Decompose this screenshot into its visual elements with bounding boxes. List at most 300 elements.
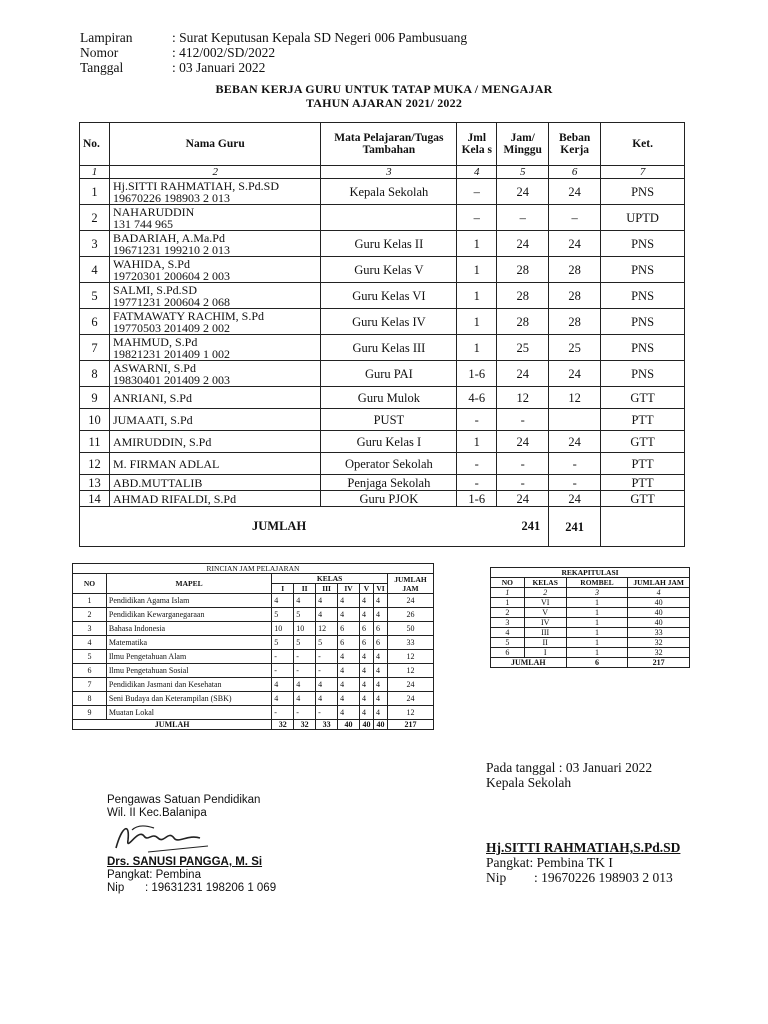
lesson-hours-cell: 6 xyxy=(338,622,360,636)
recap-row xyxy=(491,628,690,638)
teacher-row xyxy=(80,453,685,475)
teacher-no: 9 xyxy=(80,387,110,409)
teacher-subject: Guru PJOK xyxy=(321,491,457,507)
teacher-classes: 1-6 xyxy=(457,361,497,387)
teacher-row xyxy=(80,387,685,409)
header-row-lampiran xyxy=(80,30,467,45)
lesson-total-hours: 12 xyxy=(387,706,433,720)
lesson-no: 7 xyxy=(73,678,107,692)
title-line-2: TAHUN AJARAN 2021/ 2022 xyxy=(305,96,463,110)
lesson-total-label: JUMLAH xyxy=(73,720,272,730)
recap-no: 2 xyxy=(491,608,525,618)
teacher-name-cell xyxy=(109,453,321,475)
teacher-status: GTT xyxy=(601,491,685,507)
lesson-no: 8 xyxy=(73,692,107,706)
col-header-no: No. xyxy=(80,123,110,166)
lesson-total-cell: 32 xyxy=(272,720,294,730)
lesson-hours-cell: 4 xyxy=(338,664,360,678)
teacher-row xyxy=(80,335,685,361)
signing-role: Kepala Sekolah xyxy=(486,775,572,790)
lesson-hours-cell: - xyxy=(272,706,294,720)
recap-rombel: 1 xyxy=(566,628,628,638)
teacher-row xyxy=(80,179,685,205)
supervisor-signature-block xyxy=(107,856,276,895)
index-cell: 5 xyxy=(497,166,549,179)
lesson-hours-cell: 4 xyxy=(374,706,388,720)
supervisor-name: Drs. SANUSI PANGGA, M. Si xyxy=(107,856,263,868)
teacher-nip: 19670226 198903 2 013 xyxy=(112,190,230,205)
teacher-status: GTT xyxy=(601,387,685,409)
lesson-subject: Bahasa Indonesia xyxy=(106,622,271,636)
teacher-name: WAHIDA, S.Pd xyxy=(112,256,190,271)
teacher-load: 12 xyxy=(549,387,601,409)
teacher-load xyxy=(549,409,601,431)
recap-kelas: V xyxy=(524,608,566,618)
lesson-subject: Pendidikan Agama Islam xyxy=(106,594,271,608)
recap-col-kelas: KELAS xyxy=(524,578,566,588)
teacher-hours: 24 xyxy=(497,231,549,257)
lesson-hours-cell: 4 xyxy=(294,692,316,706)
lesson-row xyxy=(73,608,434,622)
recap-col-rombel: ROMBEL xyxy=(566,578,628,588)
lesson-hours-cell: 5 xyxy=(272,636,294,650)
total-label xyxy=(80,507,549,547)
lesson-total-hours: 50 xyxy=(387,622,433,636)
teacher-name-cell xyxy=(109,257,321,283)
lesson-hours-cell: 4 xyxy=(294,678,316,692)
teacher-classes: 1 xyxy=(457,431,497,453)
teacher-name-cell xyxy=(109,335,321,361)
recap-row xyxy=(491,608,690,618)
col-header-mapel: Mata Pelajaran/Tugas Tambahan xyxy=(321,123,457,166)
lesson-no: 3 xyxy=(73,622,107,636)
teacher-status: PTT xyxy=(601,409,685,431)
teacher-load: 24 xyxy=(549,361,601,387)
teacher-hours: 24 xyxy=(497,491,549,507)
lesson-total-cell: 40 xyxy=(338,720,360,730)
teacher-hours: - xyxy=(497,453,549,475)
header-value: : Surat Keputusan Kepala SD Negeri 006 Pambusuang xyxy=(172,30,468,45)
teacher-subject: Guru PAI xyxy=(321,361,457,387)
header-row-tanggal xyxy=(80,60,467,75)
teacher-subject: Guru Kelas VI xyxy=(321,283,457,309)
teacher-status: PTT xyxy=(601,475,685,491)
lesson-col-kelas: KELAS xyxy=(272,574,388,584)
lesson-total-row xyxy=(73,720,434,730)
lesson-subject: Pendidikan Kewarganegaraan xyxy=(106,608,271,622)
lesson-hours-cell: 4 xyxy=(316,594,338,608)
lesson-total-cell: 40 xyxy=(374,720,388,730)
lesson-row xyxy=(73,650,434,664)
lesson-row xyxy=(73,594,434,608)
lesson-total-hours: 26 xyxy=(387,608,433,622)
index-cell: 3 xyxy=(321,166,457,179)
lesson-kelas-i: I xyxy=(272,584,294,594)
lesson-kelas-vi: VI xyxy=(374,584,388,594)
recap-no: 1 xyxy=(491,598,525,608)
lesson-hours-cell: 4 xyxy=(360,608,374,622)
recap-col-no: NO xyxy=(491,578,525,588)
principal-nip: : 19670226 198903 2 013 xyxy=(534,870,673,885)
lesson-row xyxy=(73,622,434,636)
principal-nip-row xyxy=(486,870,680,885)
lesson-no: 4 xyxy=(73,636,107,650)
title-line-1: BEBAN KERJA GURU UNTUK TATAP MUKA / MENGAJAR xyxy=(215,82,553,96)
total-row xyxy=(80,507,685,547)
lesson-subject: Muatan Lokal xyxy=(106,706,271,720)
lesson-no: 2 xyxy=(73,608,107,622)
teacher-name: JUMAATI, S.Pd xyxy=(112,412,193,427)
index-cell: 4 xyxy=(457,166,497,179)
lesson-total-jumlah: 217 xyxy=(387,720,433,730)
teacher-no: 1 xyxy=(80,179,110,205)
recap-row xyxy=(491,618,690,628)
total-beban: 241 xyxy=(549,507,601,547)
recap-total-jam: 217 xyxy=(628,658,690,668)
teacher-name: Hj.SITTI RAHMATIAH, S.Pd.SD xyxy=(112,178,279,193)
lesson-hours-cell: - xyxy=(294,650,316,664)
col-header-ket: Ket. xyxy=(601,123,685,166)
supervisor-nip: : 19631231 198206 1 069 xyxy=(145,882,277,894)
teacher-name: AMIRUDDIN, S.Pd xyxy=(112,434,212,449)
col-header-beban: Beban Kerja xyxy=(549,123,601,166)
recap-rombel: 1 xyxy=(566,618,628,628)
teacher-name-cell xyxy=(109,431,321,453)
lesson-subject: Pendidikan Jasmani dan Kesehatan xyxy=(106,678,271,692)
header-value: : 412/002/SD/2022 xyxy=(172,45,276,60)
teacher-name-cell xyxy=(109,491,321,507)
lesson-hours-cell: 4 xyxy=(316,608,338,622)
lesson-hours-cell: 4 xyxy=(360,650,374,664)
teacher-nip: 19720301 200604 2 003 xyxy=(112,268,230,283)
teacher-name: ASWARNI, S.Pd xyxy=(112,360,196,375)
lesson-hours-cell: 4 xyxy=(338,706,360,720)
teacher-row xyxy=(80,283,685,309)
teacher-name: BADARIAH, A.Ma.Pd xyxy=(112,230,225,245)
teacher-status: PNS xyxy=(601,283,685,309)
recap-table xyxy=(490,567,690,668)
lesson-hours-cell: 4 xyxy=(374,594,388,608)
teacher-classes: - xyxy=(457,475,497,491)
teacher-name: MAHMUD, S.Pd xyxy=(112,334,198,349)
recap-title: REKAPITULASI xyxy=(491,568,690,578)
teacher-load: 24 xyxy=(549,231,601,257)
teacher-subject: Guru Kelas I xyxy=(321,431,457,453)
lesson-total-cell: 32 xyxy=(294,720,316,730)
lesson-hours-cell: - xyxy=(272,650,294,664)
header-label: Lampiran xyxy=(80,30,133,45)
lesson-row xyxy=(73,664,434,678)
index-cell: 7 xyxy=(601,166,685,179)
lesson-hours-cell: 4 xyxy=(338,678,360,692)
teacher-load: 24 xyxy=(549,179,601,205)
recap-index-cell: 2 xyxy=(524,588,566,598)
lesson-hours-cell: 4 xyxy=(360,678,374,692)
lesson-row xyxy=(73,636,434,650)
recap-no: 4 xyxy=(491,628,525,638)
teacher-load: 28 xyxy=(549,283,601,309)
lesson-col-no: NO xyxy=(73,574,107,594)
lesson-subject: Ilmu Pengetahuan Alam xyxy=(106,650,271,664)
lesson-hours-cell: 6 xyxy=(374,622,388,636)
teacher-hours: 25 xyxy=(497,335,549,361)
lesson-total-hours: 12 xyxy=(387,664,433,678)
lesson-hours-cell: 5 xyxy=(294,636,316,650)
lesson-hours-cell: 4 xyxy=(272,594,294,608)
recap-jam: 40 xyxy=(628,598,690,608)
teacher-nip: 131 744 965 xyxy=(112,216,173,231)
teacher-nip: 19830401 201409 2 003 xyxy=(112,372,230,387)
recap-kelas: I xyxy=(524,648,566,658)
lesson-hours-table xyxy=(72,563,434,730)
teacher-classes: 1 xyxy=(457,335,497,361)
recap-row xyxy=(491,638,690,648)
teacher-hours: 28 xyxy=(497,309,549,335)
lesson-hours-cell: 4 xyxy=(374,650,388,664)
lesson-kelas-ii: II xyxy=(294,584,316,594)
lesson-total-cell: 40 xyxy=(360,720,374,730)
teacher-name-cell xyxy=(109,361,321,387)
recap-row xyxy=(491,648,690,658)
lesson-kelas-v: V xyxy=(360,584,374,594)
total-label-text: JUMLAH xyxy=(252,519,307,533)
teacher-hours: 28 xyxy=(497,257,549,283)
teacher-no: 3 xyxy=(80,231,110,257)
lesson-hours-cell: 5 xyxy=(272,608,294,622)
teacher-name: ABD.MUTTALIB xyxy=(112,475,203,490)
lesson-total-hours: 12 xyxy=(387,650,433,664)
teacher-name: FATMAWATY RACHIM, S.Pd xyxy=(112,308,265,323)
teacher-name-cell xyxy=(109,475,321,491)
teacher-nip: 19671231 199210 2 013 xyxy=(112,242,230,257)
lesson-row xyxy=(73,706,434,720)
lesson-row xyxy=(73,692,434,706)
lesson-hours-cell: 10 xyxy=(294,622,316,636)
lesson-hours-cell: 4 xyxy=(374,692,388,706)
teacher-status: PNS xyxy=(601,361,685,387)
lesson-hours-cell: 6 xyxy=(360,622,374,636)
teacher-name-cell xyxy=(109,409,321,431)
lesson-hours-title: RINCIAN JAM PELAJARAN xyxy=(73,564,434,574)
lesson-total-hours: 24 xyxy=(387,594,433,608)
header-label: Nomor xyxy=(80,45,119,60)
lesson-hours-cell: 4 xyxy=(272,678,294,692)
recap-jam: 32 xyxy=(628,638,690,648)
principal-name: Hj.SITTI RAHMATIAH,S.Pd.SD xyxy=(486,840,681,855)
lesson-kelas-iv: IV xyxy=(338,584,360,594)
index-cell: 2 xyxy=(109,166,321,179)
recap-jam: 40 xyxy=(628,618,690,628)
lesson-kelas-iii: III xyxy=(316,584,338,594)
total-jam: 241 xyxy=(521,519,541,533)
lesson-no: 5 xyxy=(73,650,107,664)
teacher-nip: 19771231 200604 2 068 xyxy=(112,294,230,309)
lesson-hours-cell: 4 xyxy=(316,678,338,692)
recap-index-row xyxy=(491,588,690,598)
lesson-hours-cell: 4 xyxy=(374,664,388,678)
teacher-no: 7 xyxy=(80,335,110,361)
supervisor-line-1: Pengawas Satuan Pendidikan xyxy=(107,794,261,806)
teacher-load: - xyxy=(549,453,601,475)
lesson-col-jumlah: JUMLAH JAM xyxy=(387,574,433,594)
teacher-subject: Guru Kelas II xyxy=(321,231,457,257)
index-row xyxy=(80,166,685,179)
teacher-hours: - xyxy=(497,475,549,491)
teacher-nip: 19821231 201409 1 002 xyxy=(112,346,230,361)
teacher-row xyxy=(80,205,685,231)
teacher-name-cell xyxy=(109,283,321,309)
teacher-row xyxy=(80,231,685,257)
lesson-hours-cell: - xyxy=(294,664,316,678)
teacher-load: 28 xyxy=(549,257,601,283)
lesson-hours-cell: - xyxy=(272,664,294,678)
teacher-hours: – xyxy=(497,205,549,231)
lesson-hours-cell: 4 xyxy=(338,650,360,664)
principal-pangkat: Pangkat: Pembina TK I xyxy=(486,855,613,870)
teacher-status: GTT xyxy=(601,431,685,453)
col-header-kelas: Jml Kela s xyxy=(457,123,497,166)
teacher-classes: - xyxy=(457,409,497,431)
teacher-name-cell xyxy=(109,179,321,205)
lesson-hours-cell: 4 xyxy=(338,594,360,608)
lesson-total-hours: 24 xyxy=(387,678,433,692)
lesson-no: 6 xyxy=(73,664,107,678)
lesson-hours-cell: 6 xyxy=(374,636,388,650)
teacher-nip: 19770503 201409 2 002 xyxy=(112,320,230,335)
principal-nip-label: Nip xyxy=(486,870,507,885)
teacher-no: 13 xyxy=(80,475,110,491)
lesson-subject: Matematika xyxy=(106,636,271,650)
lesson-hours-cell: 4 xyxy=(360,706,374,720)
teacher-no: 12 xyxy=(80,453,110,475)
recap-total-rombel: 6 xyxy=(566,658,628,668)
lesson-hours-cell: 4 xyxy=(272,692,294,706)
recap-index-cell: 4 xyxy=(628,588,690,598)
supervisor-title-block xyxy=(107,794,260,820)
teacher-status: PNS xyxy=(601,309,685,335)
recap-jam: 33 xyxy=(628,628,690,638)
document-header xyxy=(80,30,467,75)
lesson-row xyxy=(73,678,434,692)
supervisor-signature-icon xyxy=(108,818,218,860)
teacher-subject: Guru Mulok xyxy=(321,387,457,409)
lesson-subject: Seni Budaya dan Keterampilan (SBK) xyxy=(106,692,271,706)
recap-index-cell: 3 xyxy=(566,588,628,598)
teacher-status: PNS xyxy=(601,179,685,205)
teacher-status: PNS xyxy=(601,257,685,283)
lesson-hours-cell: 4 xyxy=(374,608,388,622)
recap-row xyxy=(491,598,690,608)
lesson-hours-cell: 12 xyxy=(316,622,338,636)
col-header-nama: Nama Guru xyxy=(109,123,321,166)
teacher-classes: – xyxy=(457,179,497,205)
lesson-hours-cell: 4 xyxy=(316,692,338,706)
teacher-load: 24 xyxy=(549,491,601,507)
index-cell: 6 xyxy=(549,166,601,179)
teacher-subject xyxy=(321,205,457,231)
teacher-load: 25 xyxy=(549,335,601,361)
teacher-row xyxy=(80,475,685,491)
teacher-name: AHMAD RIFALDI, S.Pd xyxy=(112,491,237,506)
teacher-subject: Guru Kelas V xyxy=(321,257,457,283)
recap-no: 6 xyxy=(491,648,525,658)
teacher-name-cell xyxy=(109,309,321,335)
teacher-load: - xyxy=(549,475,601,491)
supervisor-pangkat: Pangkat: Pembina xyxy=(107,869,201,881)
teacher-classes: 1 xyxy=(457,257,497,283)
recap-rombel: 1 xyxy=(566,638,628,648)
teacher-name: ANRIANI, S.Pd xyxy=(112,390,192,405)
lesson-hours-cell: 4 xyxy=(338,608,360,622)
teacher-hours: 12 xyxy=(497,387,549,409)
teacher-workload-table xyxy=(79,122,685,547)
lesson-hours-cell: 6 xyxy=(338,636,360,650)
lesson-total-hours: 33 xyxy=(387,636,433,650)
teacher-row xyxy=(80,361,685,387)
recap-rombel: 1 xyxy=(566,608,628,618)
teacher-row xyxy=(80,409,685,431)
signing-date: Pada tanggal : 03 Januari 2022 xyxy=(486,760,653,775)
lesson-hours-cell: 4 xyxy=(294,594,316,608)
supervisor-line-2: Wil. II Kec.Balanipa xyxy=(107,807,207,819)
recap-col-jam: JUMLAH JAM xyxy=(628,578,690,588)
teacher-subject: Operator Sekolah xyxy=(321,453,457,475)
header-label: Tanggal xyxy=(80,60,124,75)
teacher-hours: 28 xyxy=(497,283,549,309)
lesson-hours-cell: 5 xyxy=(294,608,316,622)
recap-rombel: 1 xyxy=(566,598,628,608)
header-value: : 03 Januari 2022 xyxy=(172,60,266,75)
lesson-subject: Ilmu Pengetahuan Sosial xyxy=(106,664,271,678)
lesson-hours-cell: - xyxy=(316,664,338,678)
teacher-hours: 24 xyxy=(497,361,549,387)
lesson-total-hours: 24 xyxy=(387,692,433,706)
teacher-load: 24 xyxy=(549,431,601,453)
recap-no: 5 xyxy=(491,638,525,648)
lesson-hours-cell: 4 xyxy=(360,692,374,706)
principal-signature-block xyxy=(486,840,680,885)
teacher-classes: 1 xyxy=(457,309,497,335)
header-row-nomor xyxy=(80,45,467,60)
lesson-hours-cell: 4 xyxy=(374,678,388,692)
teacher-name: SALMI, S.Pd.SD xyxy=(112,282,197,297)
recap-jam: 32 xyxy=(628,648,690,658)
document-title xyxy=(0,82,768,110)
recap-rombel: 1 xyxy=(566,648,628,658)
teacher-row xyxy=(80,309,685,335)
teacher-classes: – xyxy=(457,205,497,231)
recap-kelas: II xyxy=(524,638,566,648)
teacher-name: NAHARUDDIN xyxy=(112,204,195,219)
recap-jam: 40 xyxy=(628,608,690,618)
teacher-no: 8 xyxy=(80,361,110,387)
lesson-hours-cell: - xyxy=(316,706,338,720)
teacher-no: 5 xyxy=(80,283,110,309)
teacher-subject: Guru Kelas IV xyxy=(321,309,457,335)
teacher-load: 28 xyxy=(549,309,601,335)
lesson-hours-cell: 4 xyxy=(338,692,360,706)
lesson-total-cell: 33 xyxy=(316,720,338,730)
teacher-name-cell xyxy=(109,205,321,231)
lesson-no: 9 xyxy=(73,706,107,720)
teacher-classes: 4-6 xyxy=(457,387,497,409)
teacher-status: PNS xyxy=(601,231,685,257)
recap-kelas: IV xyxy=(524,618,566,628)
teacher-no: 14 xyxy=(80,491,110,507)
total-ket xyxy=(601,507,685,547)
principal-date-block xyxy=(486,760,652,790)
recap-no: 3 xyxy=(491,618,525,628)
